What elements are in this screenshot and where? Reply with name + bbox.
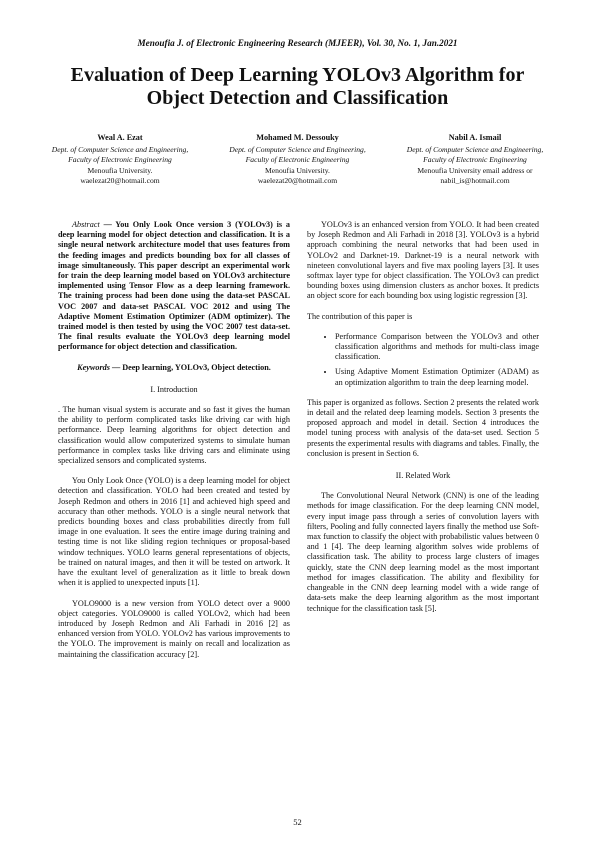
related-work-paragraph: The Convolutional Neural Network (CNN) is one of the leading methods for image classification. For the deep learning CNN model, every input image pass through a series of convolution layers with filters, Pooling and fully connected layers finally the method use Soft-max function to classify the object with probabilistic values between 0 and 1 [4]. The deep learning algorithm solves wide problems of classification task. The ability to process large clusters of images quickly, state the CNN deep learning model as the most important method for images classification. The ability and flexibility for changeable in the CNN deep learning model with a wide range of data-sets make the deep learning algorithm as the most important technique for the classification task [5].: [307, 491, 539, 613]
author-email: waelezat20@hotmail.com: [257, 176, 338, 186]
abstract-label: Abstract: [72, 220, 100, 229]
author-name: Nabil A. Ismail: [448, 133, 502, 142]
author-name: Weal A. Ezat: [97, 133, 143, 142]
keywords-text: — Deep learning, YOLOv3, Object detection.: [111, 362, 271, 372]
keywords: [58, 363, 290, 373]
intro-paragraph-1: . The human visual system is accurate and so fast it gives the human the ability to perform complicated tasks like driving car with high performance. Deep learning algorithms for object detection and classification would allow computerized systems to simulate human performance in complex tasks like driving cars and eliminate using specialized sensors and complicated systems.: [58, 405, 290, 466]
contribution-intro: The contribution of this paper is: [307, 311, 413, 321]
author-name: Mohamed M. Dessouky: [256, 133, 339, 142]
author-block: [45, 133, 550, 187]
paper-title: Evaluation of Deep Learning YOLOv3 Algorithm for Object Detection and Classification: [70, 64, 525, 109]
right-column: [307, 220, 539, 624]
organization-paragraph: This paper is organized as follows. Section 2 presents the related work in detail and the related deep learning models. Section 3 presents the proposed approach and model in detail. Section 4 introduces the model tuning process with analysis of the data-set used. Section 5 presents the experimental results with diagrams and tables. Finally, the conclusion is present in Section 6.: [307, 397, 539, 458]
author-affiliation: Dept. of Computer Science and Engineering, Faculty of Electronic Engineering: [229, 144, 366, 165]
author-1: [45, 133, 195, 187]
author-university: Menoufia University email address or nabil_is@hotmail.com: [417, 165, 533, 186]
contribution-list: [307, 332, 539, 388]
author-affiliation: Dept. of Computer Science and Engineering, Faculty of Electronic Engineering: [406, 144, 544, 165]
section-heading-related-work: II. Related Work: [395, 471, 451, 481]
keywords-label: Keywords: [77, 362, 110, 372]
author-2: [223, 133, 373, 187]
yolov3-paragraph: YOLOv3 is an enhanced version from YOLO. It had been created by Joseph Redmon and Ali Farhadi in 2018 [3]. YOLOv3 is a hybrid approach combining the neural networks that had been used in YOLOv2 and Darknet-19. Darknet-19 is a neural network with nineteen convolutional layers and five max pooling layers [3]. It uses softmax layer type for object classification. The YOLOv3 can predict bounding boxes using dimension clusters as anchor boxes. It predicts an object score for each bounding box using logistic regression [3].: [307, 220, 539, 301]
left-column: [58, 220, 290, 670]
abstract: [58, 220, 290, 353]
journal-header: Menoufia J. of Electronic Engineering Research (MJEER), Vol. 30, No. 1, Jan.2021: [137, 38, 458, 48]
page-number: 52: [293, 817, 302, 827]
abstract-text: — You Only Look Once version 3 (YOLOv3) is a deep learning model for object detection and classification. It is a single neural network architecture model that uses features from the feeding images and predicts bounding box for all classes of image simultaneously. This paper descript an experimental work for train the deep learning model based on YOLOv3 architecture implemented using Tensor Flow as a deep learning framework. The training process had been done using the data-set PASCAL VOC 2007 and data-set PASCAL VOC 2012 and using The Adaptive Moment Estimation Optimizer (ADM optimizer). The trained model is then tested by using the VOC 2007 test data-set. The final results evaluate the YOLOv3 deep learning model performance for object detection and classification.: [58, 220, 291, 352]
intro-paragraph-3: YOLO9000 is a new version from YOLO detect over a 9000 object categories. YOLO9000 is called YOLOv2, which had been introduced by Joseph Redmon and Ali Farhadi in 2016 [2] as enhanced version from YOLO. YOLOv2 has various improvements to the YOLO. The improvement is mainly on recall and localization as maintaining the classification accuracy [2].: [58, 598, 290, 659]
list-item: • Performance Comparison between the YOLOv3 and other classification algorithms and methods for multi-class image classification.: [335, 332, 539, 363]
author-affiliation: Dept. of Computer Science and Engineering, Faculty of Electronic Engineering: [51, 144, 189, 165]
author-university: Menoufia University.: [265, 165, 330, 175]
author-email: waelezat20@hotmail.com: [80, 176, 160, 186]
list-item: • Using Adaptive Moment Estimation Optimizer (ADAM) as an optimization algorithm to train the deep learning model.: [335, 367, 539, 387]
intro-paragraph-2: You Only Look Once (YOLO) is a deep learning model for object detection and classification. YOLO had been created and tested by Joseph Redmon and others in 2016 [1] and achieved high speed and accuracy than other methods. YOLO is a single neural network that predicts bounding boxes and class probabilities directly from full image in one evaluation. It sees the entire image during training and testing time is not like sliding region techniques or proposal-based window techniques. YOLO learns general representations of objects, be trained on natural images, and then it will be tested on artwork. It have the exultant level of generalization as it little to break down when it is applied to unexpected inputs [1].: [58, 476, 290, 588]
author-3: [400, 133, 550, 187]
author-university: Menoufia University.: [87, 165, 153, 175]
section-heading-introduction: I. Introduction: [150, 384, 198, 394]
